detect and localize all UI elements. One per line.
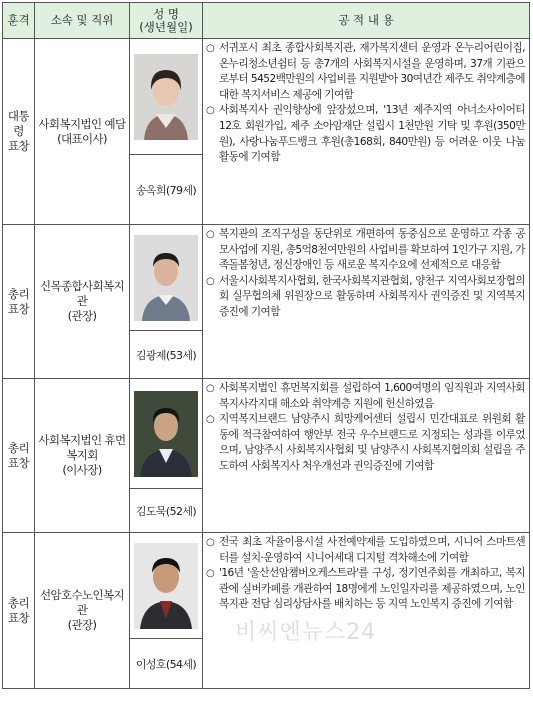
- table-row: [3, 533, 530, 639]
- achievement-text: 전국 최초 자율이용시설 사전예약제를 도입하였으며, 시니어 스마트센터를 설치·운영하여 시니어세대 디지털 격차해소에 기여함: [219, 536, 525, 564]
- awards-table: [2, 2, 530, 689]
- org-cell: [35, 533, 130, 689]
- header-name-line2: (생년월일): [139, 19, 193, 34]
- achievement-item: [206, 412, 525, 474]
- achievement-item: [206, 381, 525, 412]
- achievement-item: [206, 227, 525, 274]
- header-award: 훈격: [3, 3, 35, 39]
- award-line2: 표창: [7, 610, 30, 625]
- table-row: [3, 39, 530, 155]
- achievement-item: [206, 103, 525, 165]
- table-header-row: [3, 3, 530, 39]
- achievements-cell: [203, 533, 530, 689]
- header-name: [130, 3, 203, 39]
- org-cell: [35, 225, 130, 379]
- award-cell: [3, 225, 35, 379]
- achievement-text: 지역복지브랜드 남양주시 희망케어센터 설립시 민간대표로 위원회 활동에 적극참여하여 행안부 전국 우수브랜드로 지정되는 성과를 이루었으며, 남양주시 사회복지사협회 및 남양주시 사회복지협의회 설립을 주도하여 사회복지사 처우개선과 권익증진에 기여함: [219, 413, 525, 472]
- award-cell: [3, 379, 35, 533]
- portrait-photo: [134, 543, 198, 629]
- table-row: [3, 379, 530, 489]
- award-line1: 대통령: [7, 109, 30, 138]
- person-name: 김광제(53세): [130, 331, 203, 379]
- org-position: (관장): [67, 309, 97, 323]
- org-name: 사회복지법인 휴먼복지회: [38, 433, 126, 462]
- photo-cell: [130, 225, 203, 331]
- achievement-text: 사회복지법인 휴먼복지회를 설립하여 1,600여명의 임직원과 지역사회 복지사각지대 해소와 취약계층 지원에 헌신하였음: [219, 382, 525, 410]
- achievement-item: [206, 274, 525, 321]
- achievement-item: [206, 41, 525, 103]
- bullet-icon: ○: [206, 383, 215, 394]
- person-name: 송옥희(79세): [130, 155, 203, 225]
- watermark: 비씨엔뉴스24: [235, 620, 377, 645]
- org-cell: [35, 379, 130, 533]
- org-position: (이사장): [62, 463, 102, 477]
- portrait-photo: [134, 235, 198, 321]
- bullet-icon: ○: [206, 537, 215, 548]
- award-line2: 표창: [7, 139, 30, 153]
- achievements-cell: [203, 379, 530, 533]
- photo-cell: [130, 533, 203, 639]
- bullet-icon: ○: [206, 414, 215, 426]
- bullet-icon: ○: [206, 105, 215, 117]
- award-line2: 표창: [7, 301, 30, 316]
- bullet-icon: ○: [206, 229, 215, 240]
- header-name-line1: 성 명: [153, 6, 179, 21]
- achievement-item: [206, 535, 525, 566]
- bullet-icon: ○: [206, 275, 215, 287]
- org-name: 신목종합사회복지관: [39, 279, 125, 308]
- bullet-icon: ○: [206, 43, 215, 54]
- award-cell: [3, 39, 35, 225]
- portrait-photo: [134, 54, 198, 140]
- award-line1: 총리: [7, 440, 30, 455]
- achievement-item: [206, 566, 525, 613]
- org-cell: [35, 39, 130, 225]
- table-row: [3, 225, 530, 331]
- achievements-cell: [203, 39, 530, 225]
- award-cell: [3, 533, 35, 689]
- achievement-text: 복지관의 조직구성을 동단위로 개편하여 동중심으로 운영하고 각종 공모사업에 지원, 총5억8천여만원의 사업비를 확보하여 1인가구 지원, 가족돌봄청년, 정신장애인 등 새로운 복지수요에 선제적으로 대응함: [219, 228, 525, 272]
- award-line1: 총리: [7, 286, 30, 301]
- person-name: 이성호(54세): [130, 639, 203, 689]
- org-position: (관장): [67, 618, 97, 632]
- portrait-photo: [134, 391, 198, 477]
- header-org: 소속 및 직위: [35, 3, 130, 39]
- achievements-cell: [203, 225, 530, 379]
- photo-cell: [130, 379, 203, 489]
- award-line2: 표창: [7, 455, 30, 470]
- achievement-text: '16년 '울산선암챔버오케스트라'를 구성, 정기연주회를 개최하고, 복지관에 실버카페를 개관하여 18명에게 노인일자리를 제공하였으며, 노인복지관 전담 심리상담사를 배치하는 등 지역 노인복지 증진에 기여함: [219, 567, 525, 611]
- header-achievements: 공 적 내 용: [203, 3, 530, 39]
- achievement-text: 서울시사회복지사협회, 한국사회복지관협회, 양천구 지역사회보장협의회 실무협의체 위원장으로 활동하며 사회복지사 권익증진 및 지역복지 증진에 기여함: [219, 274, 525, 318]
- org-name: 사회복지법인 예담: [38, 116, 126, 131]
- bullet-icon: ○: [206, 568, 215, 580]
- achievement-text: 서귀포시 최초 종합사회복지관, 재가복지센터 운영과 온누리어린이집, 온누리청소년쉼터 등 총7개의 사회복지시설을 운영하며, 37개 기관으로부터 5452백만원의 사업비를 지원받아 30여년간 제주도 취약계층에 대한 복지서비스 제공에 기여함: [219, 42, 525, 101]
- org-name: 선암호수노인복지관: [39, 588, 125, 617]
- award-line1: 총리: [7, 595, 30, 610]
- photo-cell: [130, 39, 203, 155]
- org-position: (대표이사): [57, 131, 107, 146]
- person-name: 김도묵(52세): [130, 489, 203, 533]
- achievement-text: 사회복지사 권익향상에 앞장섰으며, '13년 제주지역 아너소사이어티 12호 회원가입, 제주 소아암재단 설립시 1천만원 기탁 및 후원(350만원), 사랑나눔푸드뱅크 후원(총168회, 840만원) 등 어려운 이웃 나눔 활동에 기여함: [219, 104, 525, 164]
